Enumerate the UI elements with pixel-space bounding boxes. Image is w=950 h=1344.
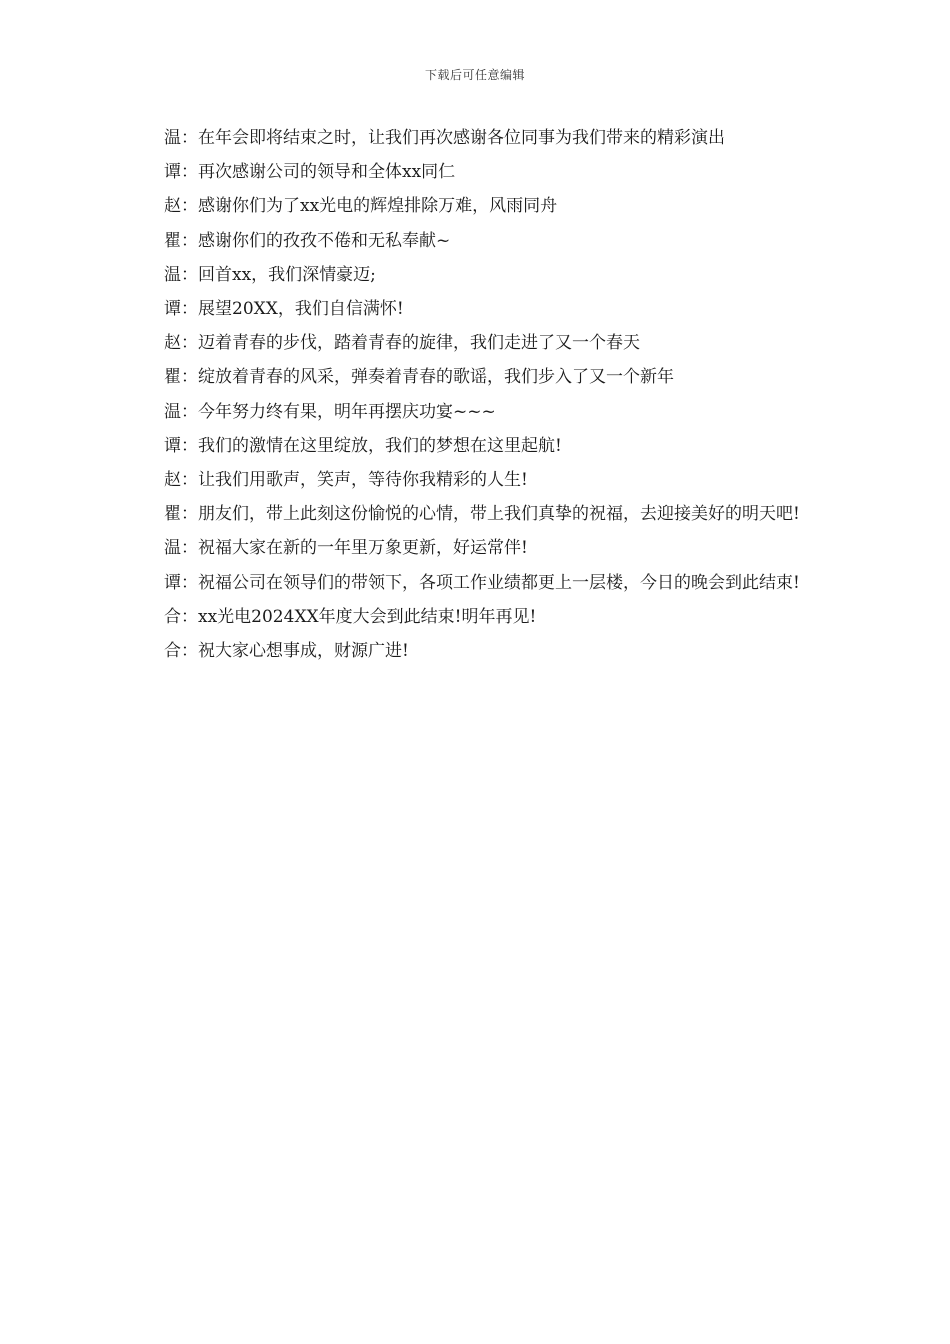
paragraph-7: 赵：迈着青春的步伐，踏着青春的旋律，我们走进了又一个春天 xyxy=(164,333,640,354)
paragraph-8: 瞿：绽放着青春的风采，弹奏着青春的歌谣，我们步入了又一个新年 xyxy=(164,367,674,388)
paragraph-1: 温：在年会即将结束之时，让我们再次感谢各位同事为我们带来的精彩演出 xyxy=(164,128,725,148)
paragraph-16: 合：祝大家心想事成，财源广进! xyxy=(164,641,409,662)
paragraph-11: 赵：让我们用歌声，笑声，等待你我精彩的人生! xyxy=(164,470,528,491)
paragraph-6: 谭：展望20XX，我们自信满怀! xyxy=(164,299,404,320)
document-body xyxy=(145,121,810,668)
paragraph-4: 瞿：感谢你们的孜孜不倦和无私奉献~ xyxy=(164,230,451,251)
paragraph-13: 温：祝福大家在新的一年里万象更新，好运常伴! xyxy=(164,538,528,559)
paragraph-5: 温：回首xx，我们深情豪迈; xyxy=(164,264,376,285)
paragraph-12: 瞿：朋友们，带上此刻这份愉悦的心情，带上我们真挚的祝福，去迎接美好的明天吧! xyxy=(164,504,800,525)
paragraph-2: 谭：再次感谢公司的领导和全体xx同仁 xyxy=(164,162,456,183)
paragraph-9: 温：今年努力终有果，明年再摆庆功宴~~~ xyxy=(164,401,496,422)
paragraph-10: 谭：我们的激情在这里绽放，我们的梦想在这里起航! xyxy=(164,435,562,456)
paragraph-15: 合：xx光电2024XX年度大会到此结束!明年再见! xyxy=(164,606,537,627)
paragraph-3: 赵：感谢你们为了xx光电的辉煌排除万难，风雨同舟 xyxy=(164,196,558,217)
paragraph-14: 谭：祝福公司在领导们的带领下，各项工作业绩都更上一层楼，今日的晚会到此结束! xyxy=(164,572,800,593)
header-note: 下载后可任意编辑 xyxy=(424,68,525,82)
